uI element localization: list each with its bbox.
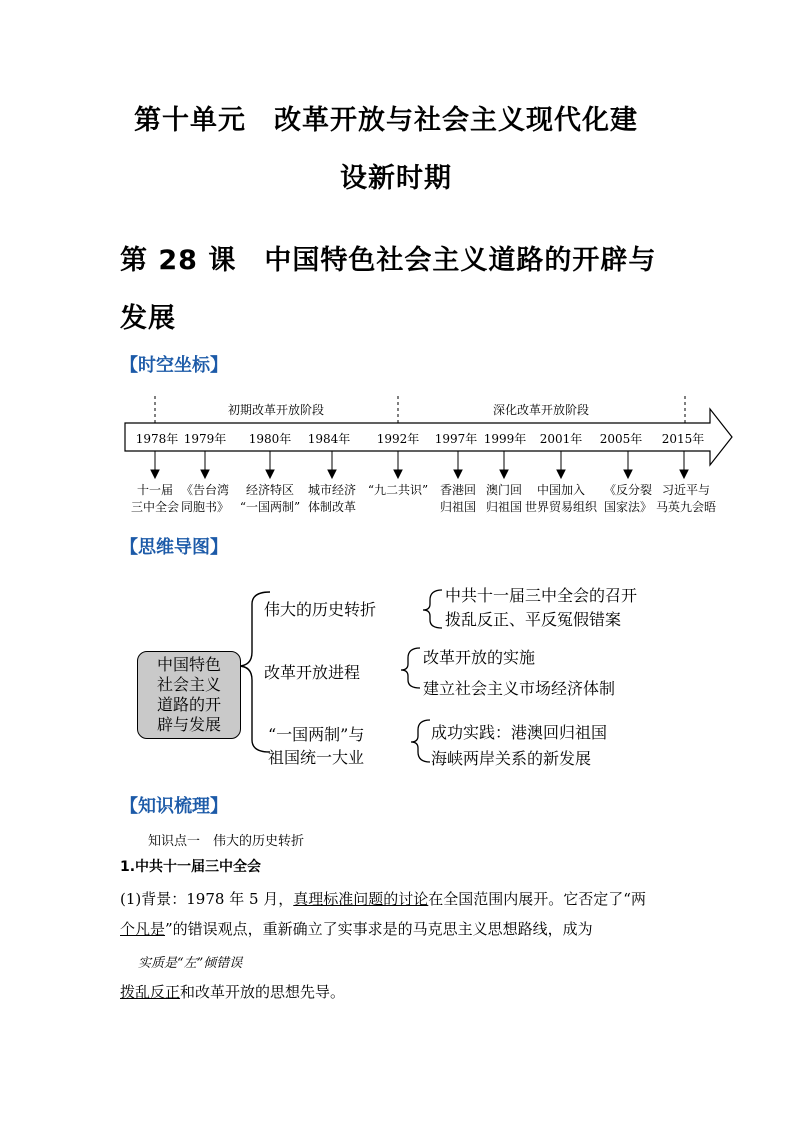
section-timeline-heading: 【时空坐标】 [120, 355, 228, 376]
phase2-label: 深化改革开放阶段 [492, 403, 590, 417]
year-label: 1992年 [376, 432, 420, 446]
knowledge-point-title: 知识点一 伟大的历史转折 [148, 834, 305, 849]
timeline-event: 经济特区 “一国两制” [239, 483, 301, 514]
timeline-event: 中国加入 世界贸易组织 [524, 483, 597, 514]
timeline-event: 澳门回 归祖国 [485, 483, 522, 514]
section-knowledge-heading: 【知识梳理】 [120, 796, 228, 817]
mindmap-branch2-label: 改革开放进程 [264, 663, 361, 682]
knowledge-paragraph-line3: 拨乱反正和改革开放的思想先导。 [120, 983, 346, 1001]
year-label: 1980年 [248, 432, 292, 446]
unit-title-line2: 设新时期 [340, 163, 452, 194]
timeline-event: 《反分裂 国家法》 [603, 483, 652, 514]
phase1-label: 初期改革开放阶段 [227, 403, 325, 417]
mindmap-branch1-item: 中共十一届三中全会的召开 [445, 586, 638, 605]
mindmap-branch3-label-line1: “一国两制”与 [268, 725, 365, 744]
mindmap-branch2-item: 建立社会主义市场经济体制 [423, 679, 616, 698]
mindmap-branch3-label-line2: 祖国统一大业 [268, 748, 365, 767]
mindmap-branch1-label: 伟大的历史转折 [264, 600, 377, 619]
unit-title-line1: 第十单元 改革开放与社会主义现代化建 [134, 105, 638, 136]
mindmap-branch3-item: 海峡两岸关系的新发展 [431, 749, 592, 768]
year-label: 2001年 [539, 432, 583, 446]
knowledge-paragraph-line1: (1)背景：1978 年 5 月，真理标准问题的讨论在全国范围内展开。它否定了“两 [120, 890, 646, 908]
mindmap-branch1-item: 拨乱反正、平反冤假错案 [445, 610, 622, 629]
knowledge-heading: 1.中共十一届三中全会 [120, 859, 262, 875]
timeline-event: 香港回 归祖国 [439, 483, 476, 514]
mindmap-root: 中国特色 社会主义 道路的开 辟与发展 [137, 651, 241, 739]
annotation-note: 实质是“左”倾错误 [138, 956, 243, 971]
year-label: 2015年 [661, 432, 705, 446]
timeline-event: 《告台湾 同胞书》 [180, 483, 229, 514]
timeline-event: 城市经济 体制改革 [307, 483, 356, 514]
lesson-title-line1: 第 28 课 中国特色社会主义道路的开辟与 [120, 245, 657, 276]
knowledge-paragraph-line2: 个凡是”的错误观点，重新确立了实事求是的马克思主义思想路线，成为 [120, 920, 593, 938]
timeline-event: “九二共识” [367, 483, 429, 497]
year-label: 1978年 [135, 432, 179, 446]
year-label: 2005年 [599, 432, 643, 446]
section-mindmap-heading: 【思维导图】 [120, 537, 228, 558]
year-label: 1999年 [483, 432, 527, 446]
timeline-event: 习近平与 马英九会晤 [655, 483, 716, 514]
underlined-term: 真理标准问题的讨论 [293, 890, 429, 908]
timeline-event: 十一届 三中全会 [130, 483, 179, 514]
timeline-pointers [151, 451, 688, 478]
underlined-term: 拨乱反正 [120, 983, 181, 1001]
year-label: 1984年 [307, 432, 351, 446]
mindmap-branch3-item: 成功实践：港澳回归祖国 [431, 723, 608, 742]
year-label: 1997年 [434, 432, 478, 446]
year-label: 1979年 [183, 432, 227, 446]
mindmap-branch2-item: 改革开放的实施 [423, 648, 536, 667]
lesson-title-line2: 发展 [120, 303, 176, 334]
underlined-term: 个凡是 [120, 920, 166, 938]
